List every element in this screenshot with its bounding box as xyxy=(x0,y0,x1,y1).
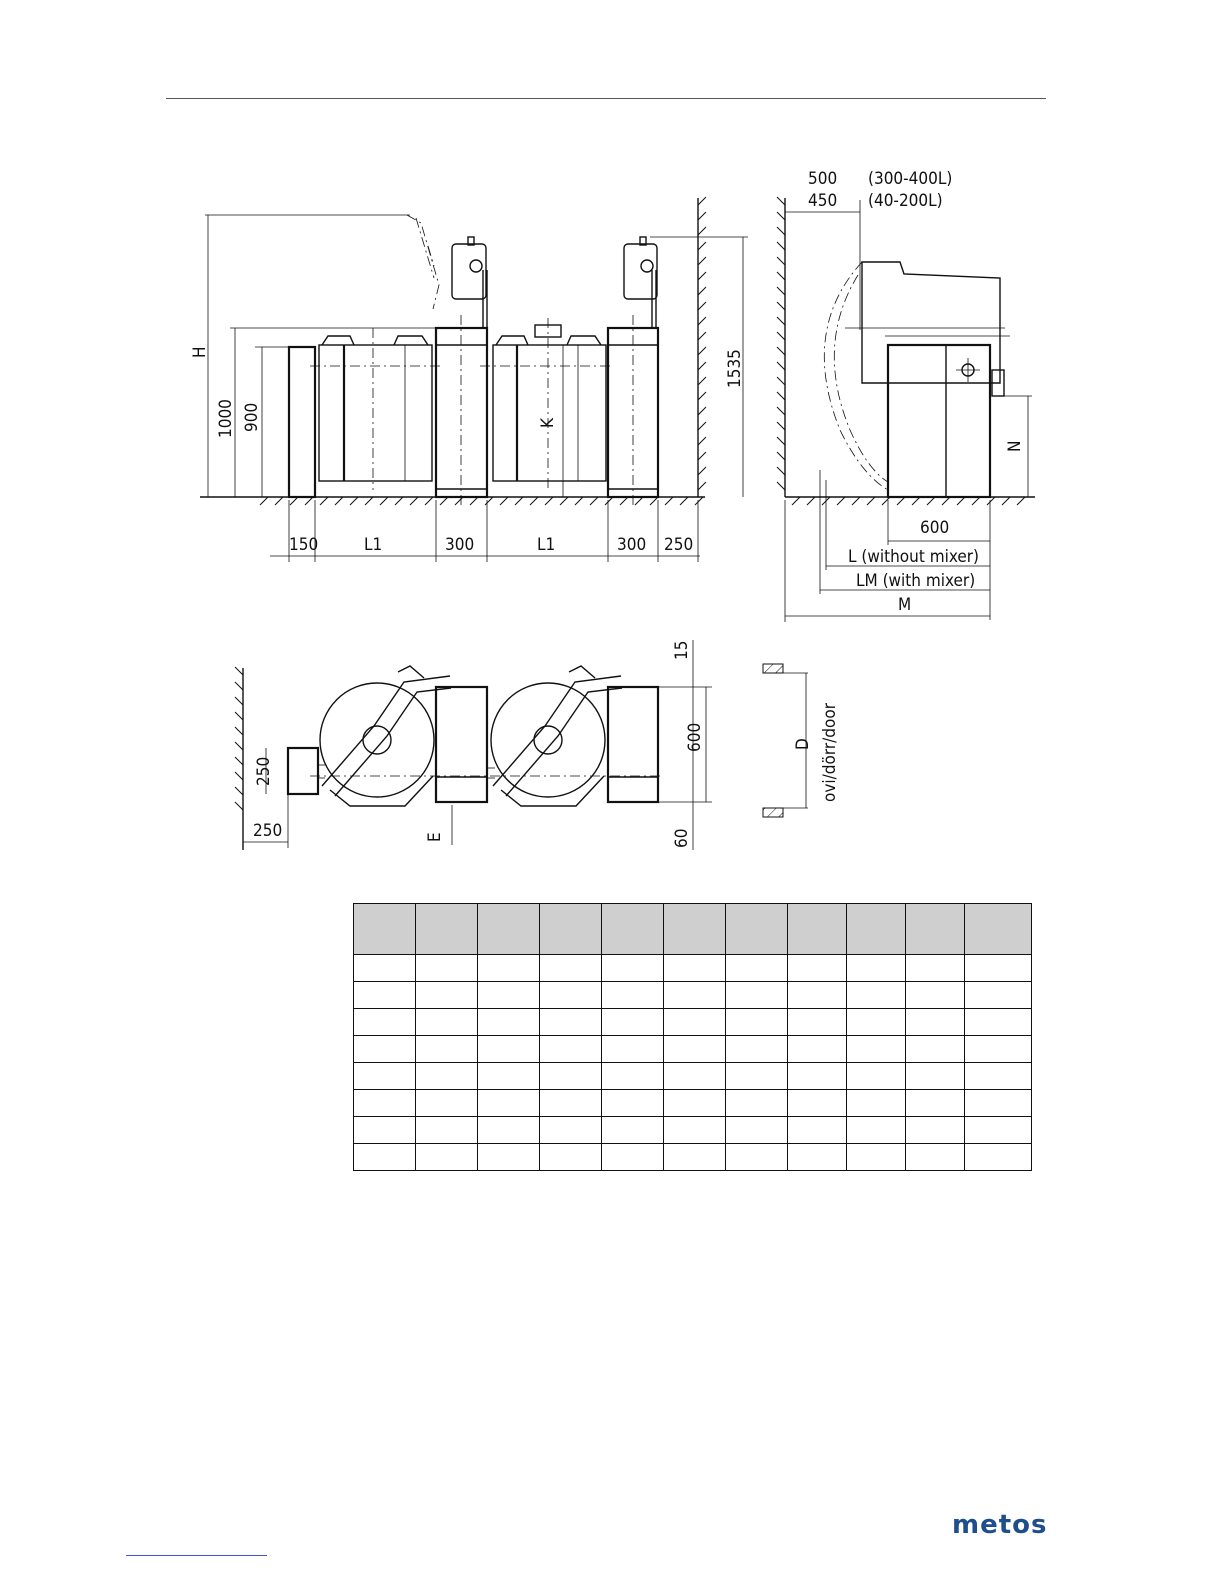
table-cell xyxy=(354,1063,416,1090)
table-cell xyxy=(847,982,906,1009)
table-row xyxy=(354,1063,1032,1090)
table-cell xyxy=(906,1090,965,1117)
plan-250-bottom: 250 xyxy=(253,821,283,841)
table-cell xyxy=(664,1090,726,1117)
table-header-cell xyxy=(664,904,726,955)
plan-60: 60 xyxy=(672,828,692,848)
table-row xyxy=(354,1144,1032,1171)
table-cell xyxy=(726,1063,788,1090)
table-cell xyxy=(540,1063,602,1090)
table-header-cell xyxy=(965,904,1032,955)
table-cell xyxy=(478,1090,540,1117)
table-cell xyxy=(965,1063,1032,1090)
table-cell xyxy=(847,955,906,982)
table-cell xyxy=(354,1117,416,1144)
table-cell xyxy=(906,982,965,1009)
plan-door: ovi/dörr/door xyxy=(820,702,840,802)
table-cell xyxy=(540,1144,602,1171)
table-cell xyxy=(478,982,540,1009)
floor-hatch xyxy=(260,497,703,505)
table-cell xyxy=(726,1144,788,1171)
dim-1535: 1535 xyxy=(725,349,745,388)
table-cell xyxy=(540,1009,602,1036)
table-header-row xyxy=(354,904,1032,955)
table-cell xyxy=(478,955,540,982)
table-cell xyxy=(965,1009,1032,1036)
table-cell xyxy=(540,1117,602,1144)
table-cell xyxy=(906,1144,965,1171)
table-cell xyxy=(354,955,416,982)
table-cell xyxy=(602,982,664,1009)
table-cell xyxy=(906,955,965,982)
dim-k: K xyxy=(538,417,558,428)
table-body xyxy=(354,955,1032,1171)
table-cell xyxy=(602,1144,664,1171)
plan-600: 600 xyxy=(685,722,705,752)
side-lm-with: LM (with mixer) xyxy=(856,571,976,591)
side-l-without: L (without mixer) xyxy=(848,547,980,567)
table-cell xyxy=(906,1036,965,1063)
table-cell xyxy=(965,955,1032,982)
table-cell xyxy=(906,1117,965,1144)
metos-logo: metos xyxy=(952,1510,1048,1540)
table-cell xyxy=(478,1063,540,1090)
table-row xyxy=(354,1036,1032,1063)
table-cell xyxy=(664,1144,726,1171)
table-cell xyxy=(726,1009,788,1036)
table-cell xyxy=(602,1090,664,1117)
table-cell xyxy=(664,955,726,982)
table-row xyxy=(354,1009,1032,1036)
table-cell xyxy=(354,1090,416,1117)
table-cell xyxy=(847,1009,906,1036)
footer-link-underline[interactable] xyxy=(126,1555,267,1556)
table-cell xyxy=(965,1090,1032,1117)
dimension-table xyxy=(353,903,1032,1171)
dim-l1-b: L1 xyxy=(537,535,556,555)
table-cell xyxy=(540,982,602,1009)
dim-300-b: 300 xyxy=(617,535,647,555)
table-cell xyxy=(416,1144,478,1171)
table-cell xyxy=(602,1063,664,1090)
table-header-cell xyxy=(847,904,906,955)
side-top1: 500 xyxy=(808,169,838,189)
table-cell xyxy=(847,1090,906,1117)
table-cell xyxy=(602,955,664,982)
side-elevation xyxy=(777,169,1035,622)
table-header-cell xyxy=(788,904,847,955)
table-cell xyxy=(906,1009,965,1036)
table-cell xyxy=(726,1117,788,1144)
table-row xyxy=(354,955,1032,982)
table-cell xyxy=(788,1009,847,1036)
table-cell xyxy=(965,1036,1032,1063)
table-cell xyxy=(788,955,847,982)
table-cell xyxy=(664,982,726,1009)
plan-view xyxy=(235,640,840,850)
table-cell xyxy=(847,1036,906,1063)
table-cell xyxy=(965,982,1032,1009)
table-cell xyxy=(847,1063,906,1090)
table-cell xyxy=(788,1063,847,1090)
table-cell xyxy=(847,1117,906,1144)
side-m: M xyxy=(898,595,912,615)
table-cell xyxy=(478,1117,540,1144)
table-cell xyxy=(664,1009,726,1036)
table-cell xyxy=(354,1144,416,1171)
table-cell xyxy=(726,1090,788,1117)
table-cell xyxy=(540,1090,602,1117)
table-cell xyxy=(965,1144,1032,1171)
table-row xyxy=(354,1117,1032,1144)
table-cell xyxy=(416,1090,478,1117)
table-header-cell xyxy=(478,904,540,955)
plan-250-left: 250 xyxy=(254,756,274,786)
table-cell xyxy=(788,1117,847,1144)
table-header-cell xyxy=(602,904,664,955)
table-cell xyxy=(788,1090,847,1117)
table-cell xyxy=(416,1063,478,1090)
table-cell xyxy=(664,1036,726,1063)
table-cell xyxy=(726,955,788,982)
dim-900: 900 xyxy=(242,402,262,432)
table-cell xyxy=(602,1036,664,1063)
table-cell xyxy=(416,982,478,1009)
table-cell xyxy=(788,982,847,1009)
table-cell xyxy=(354,1009,416,1036)
table-header-cell xyxy=(354,904,416,955)
table-cell xyxy=(726,1036,788,1063)
table-cell xyxy=(602,1009,664,1036)
table-cell xyxy=(416,955,478,982)
dim-300-a: 300 xyxy=(445,535,475,555)
table-cell xyxy=(416,1036,478,1063)
dim-250: 250 xyxy=(664,535,694,555)
table-cell xyxy=(726,982,788,1009)
table-row xyxy=(354,1090,1032,1117)
table-cell xyxy=(906,1063,965,1090)
dim-1000: 1000 xyxy=(216,399,236,438)
table-header-cell xyxy=(906,904,965,955)
table-cell xyxy=(965,1117,1032,1144)
table-cell xyxy=(416,1117,478,1144)
table-cell xyxy=(354,1036,416,1063)
plan-15: 15 xyxy=(672,640,692,660)
plan-d: D xyxy=(793,738,813,750)
dim-l1-a: L1 xyxy=(364,535,383,555)
table-cell xyxy=(602,1117,664,1144)
table-row xyxy=(354,982,1032,1009)
table-cell xyxy=(478,1144,540,1171)
side-top2: 450 xyxy=(808,191,838,211)
table-header-cell xyxy=(726,904,788,955)
table-cell xyxy=(478,1036,540,1063)
table-header-cell xyxy=(416,904,478,955)
table-cell xyxy=(788,1144,847,1171)
width-dimensions xyxy=(270,500,700,562)
table-cell xyxy=(354,982,416,1009)
table-cell xyxy=(664,1117,726,1144)
dim-h: H xyxy=(190,346,210,358)
side-top2-note: (40-200L) xyxy=(868,191,943,211)
plan-e: E xyxy=(425,832,445,842)
table-header-cell xyxy=(540,904,602,955)
table-cell xyxy=(847,1144,906,1171)
front-elevation xyxy=(190,197,748,562)
table-cell xyxy=(540,955,602,982)
table-cell xyxy=(664,1063,726,1090)
side-top1-note: (300-400L) xyxy=(868,169,953,189)
table-cell xyxy=(416,1009,478,1036)
side-600: 600 xyxy=(920,518,950,538)
dim-150: 150 xyxy=(289,535,319,555)
table-cell xyxy=(788,1036,847,1063)
side-n: N xyxy=(1005,440,1025,452)
table-cell xyxy=(478,1009,540,1036)
table-cell xyxy=(540,1036,602,1063)
